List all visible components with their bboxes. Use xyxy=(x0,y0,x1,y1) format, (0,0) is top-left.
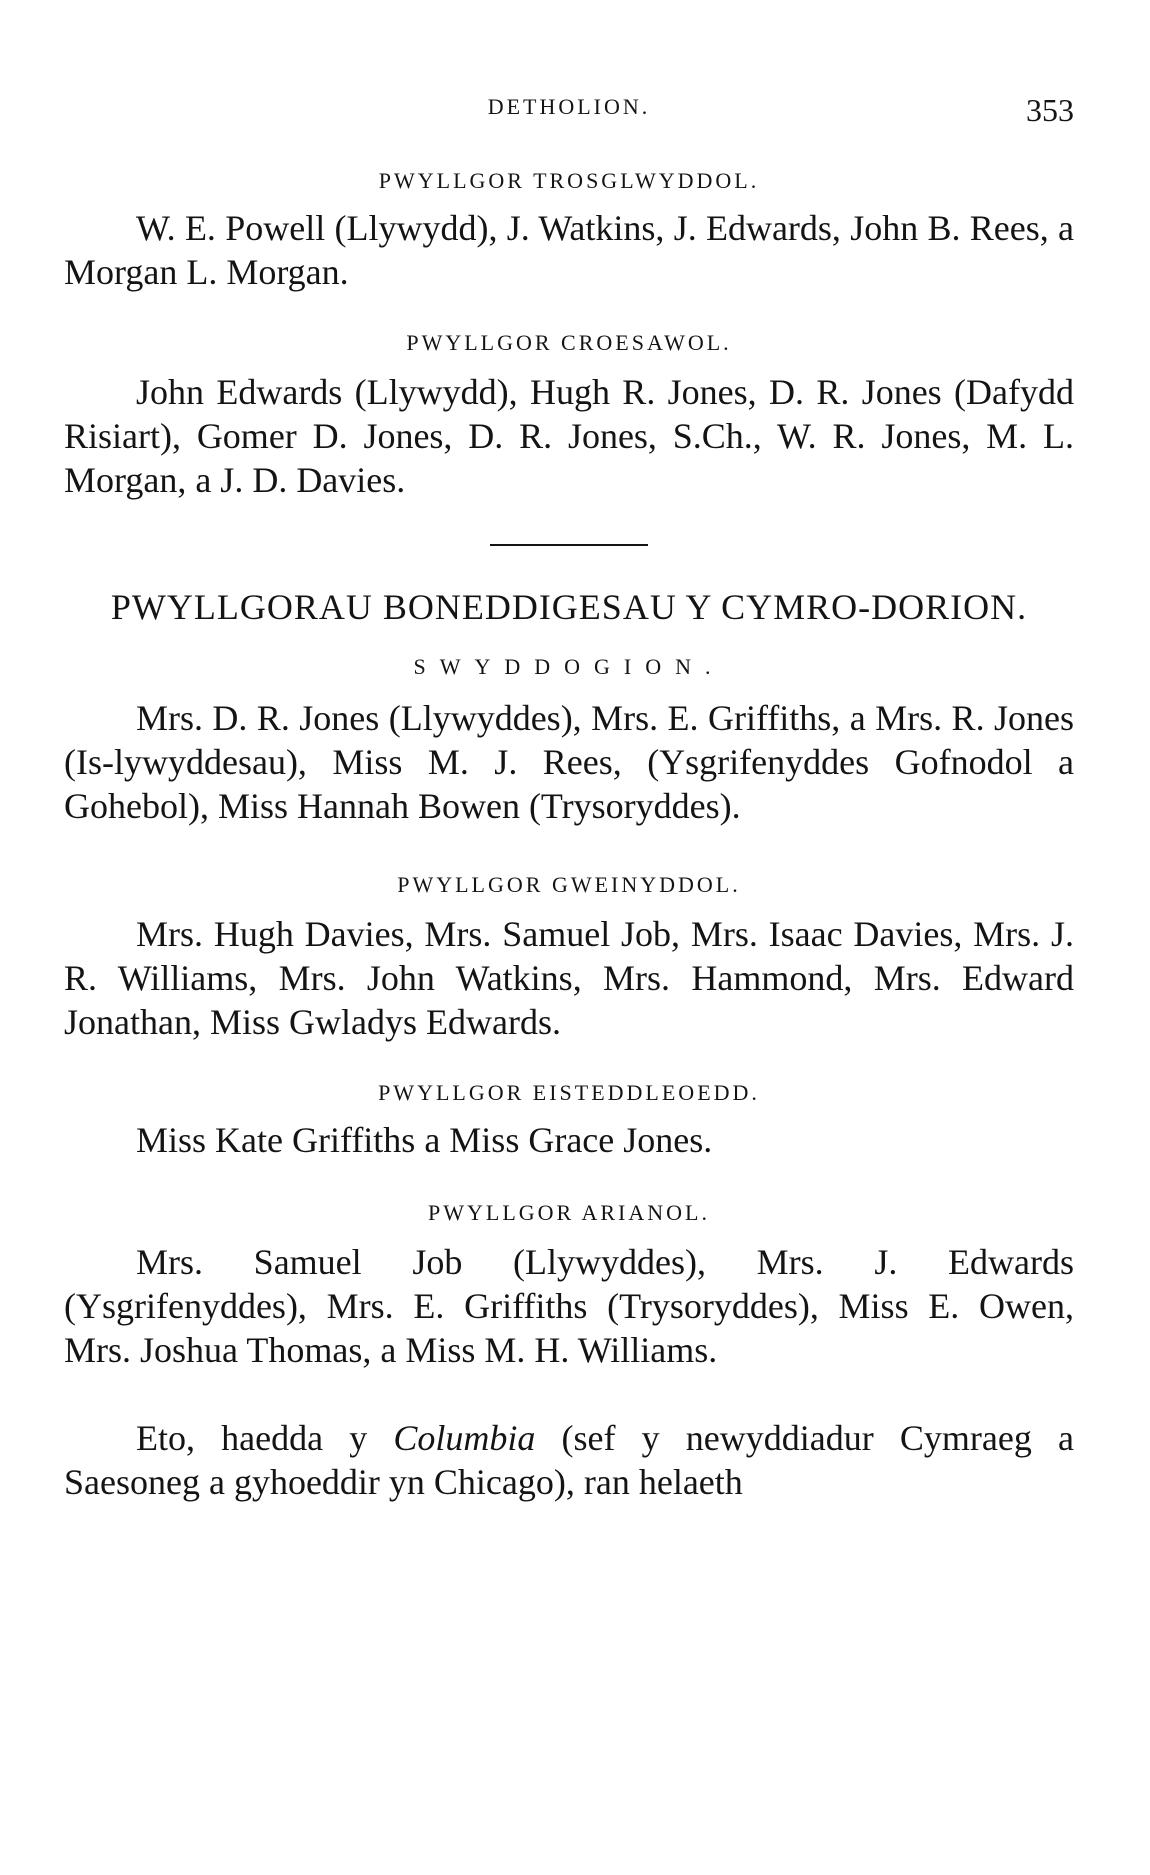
paragraph-swyddogion: Mrs. D. R. Jones (Llywyddes), Mrs. E. Griffiths, a Mrs. R. Jones (Is-lywyddesau), Miss M. J. Rees, (Ysgrifenyddes Gofnodol a Gohebol), Miss Hannah Bowen (Trysoryddes). xyxy=(64,698,1074,826)
section-heading-eisteddfod: PWYLLGOR EISTEDDLEOEDD. xyxy=(378,1080,760,1105)
separator-rule xyxy=(490,544,648,546)
content xyxy=(64,168,1074,1504)
paragraph-closing xyxy=(64,1416,1074,1504)
section-heading-gweinyddol: PWYLLGOR GWEINYDDOL. xyxy=(397,872,741,897)
paragraph-eisteddfod: Miss Kate Griffiths a Miss Grace Jones. xyxy=(136,1120,713,1160)
book-page xyxy=(64,0,1074,1875)
section-heading-croesawol: PWYLLGOR CROESAWOL. xyxy=(406,330,732,355)
paragraph-croesawol: John Edwards (Llywydd), Hugh R. Jones, D. R. Jones (Dafydd Risiart), Gomer D. Jones, D. R. Jones, S.Ch., W. R. Jones, M. L. Morgan, a J. D. Davies. xyxy=(64,372,1074,500)
main-title: PWYLLGORAU BONEDDIGESAU Y CYMRO-DORION. xyxy=(110,587,1028,627)
section-heading-swyddogion: SWYDDOGION. xyxy=(413,654,725,679)
closing-text-end: (sef y newyddiadur Cymraeg a Saesoneg a gyhoeddir yn Chicago), ran helaeth xyxy=(64,1418,1074,1502)
page-number: 353 xyxy=(1026,92,1074,128)
closing-text-start: Eto, haedda y xyxy=(136,1418,394,1458)
section-heading-trosglwyddol: PWYLLGOR TROSGLWYDDOL. xyxy=(378,168,760,193)
running-head xyxy=(64,92,1074,132)
closing-italic-title: Columbia xyxy=(393,1418,536,1458)
paragraph-trosglwyddol: W. E. Powell (Llywydd), J. Watkins, J. Edwards, John B. Rees, a Morgan L. Morgan. xyxy=(64,208,1074,292)
paragraph-arianol: Mrs. Samuel Job (Llywyddes), Mrs. J. Edwards (Ysgrifenyddes), Mrs. E. Griffiths (Trysoryddes), Miss E. Owen, Mrs. Joshua Thomas, a Miss M. H. Williams. xyxy=(64,1242,1074,1370)
running-title: DETHOLION. xyxy=(487,94,651,119)
paragraph-gweinyddol: Mrs. Hugh Davies, Mrs. Samuel Job, Mrs. Isaac Davies, Mrs. J. R. Williams, Mrs. John Watkins, Mrs. Hammond, Mrs. Edward Jonathan, Miss Gwladys Edwards. xyxy=(64,914,1074,1042)
section-heading-arianol: PWYLLGOR ARIANOL. xyxy=(428,1200,710,1225)
